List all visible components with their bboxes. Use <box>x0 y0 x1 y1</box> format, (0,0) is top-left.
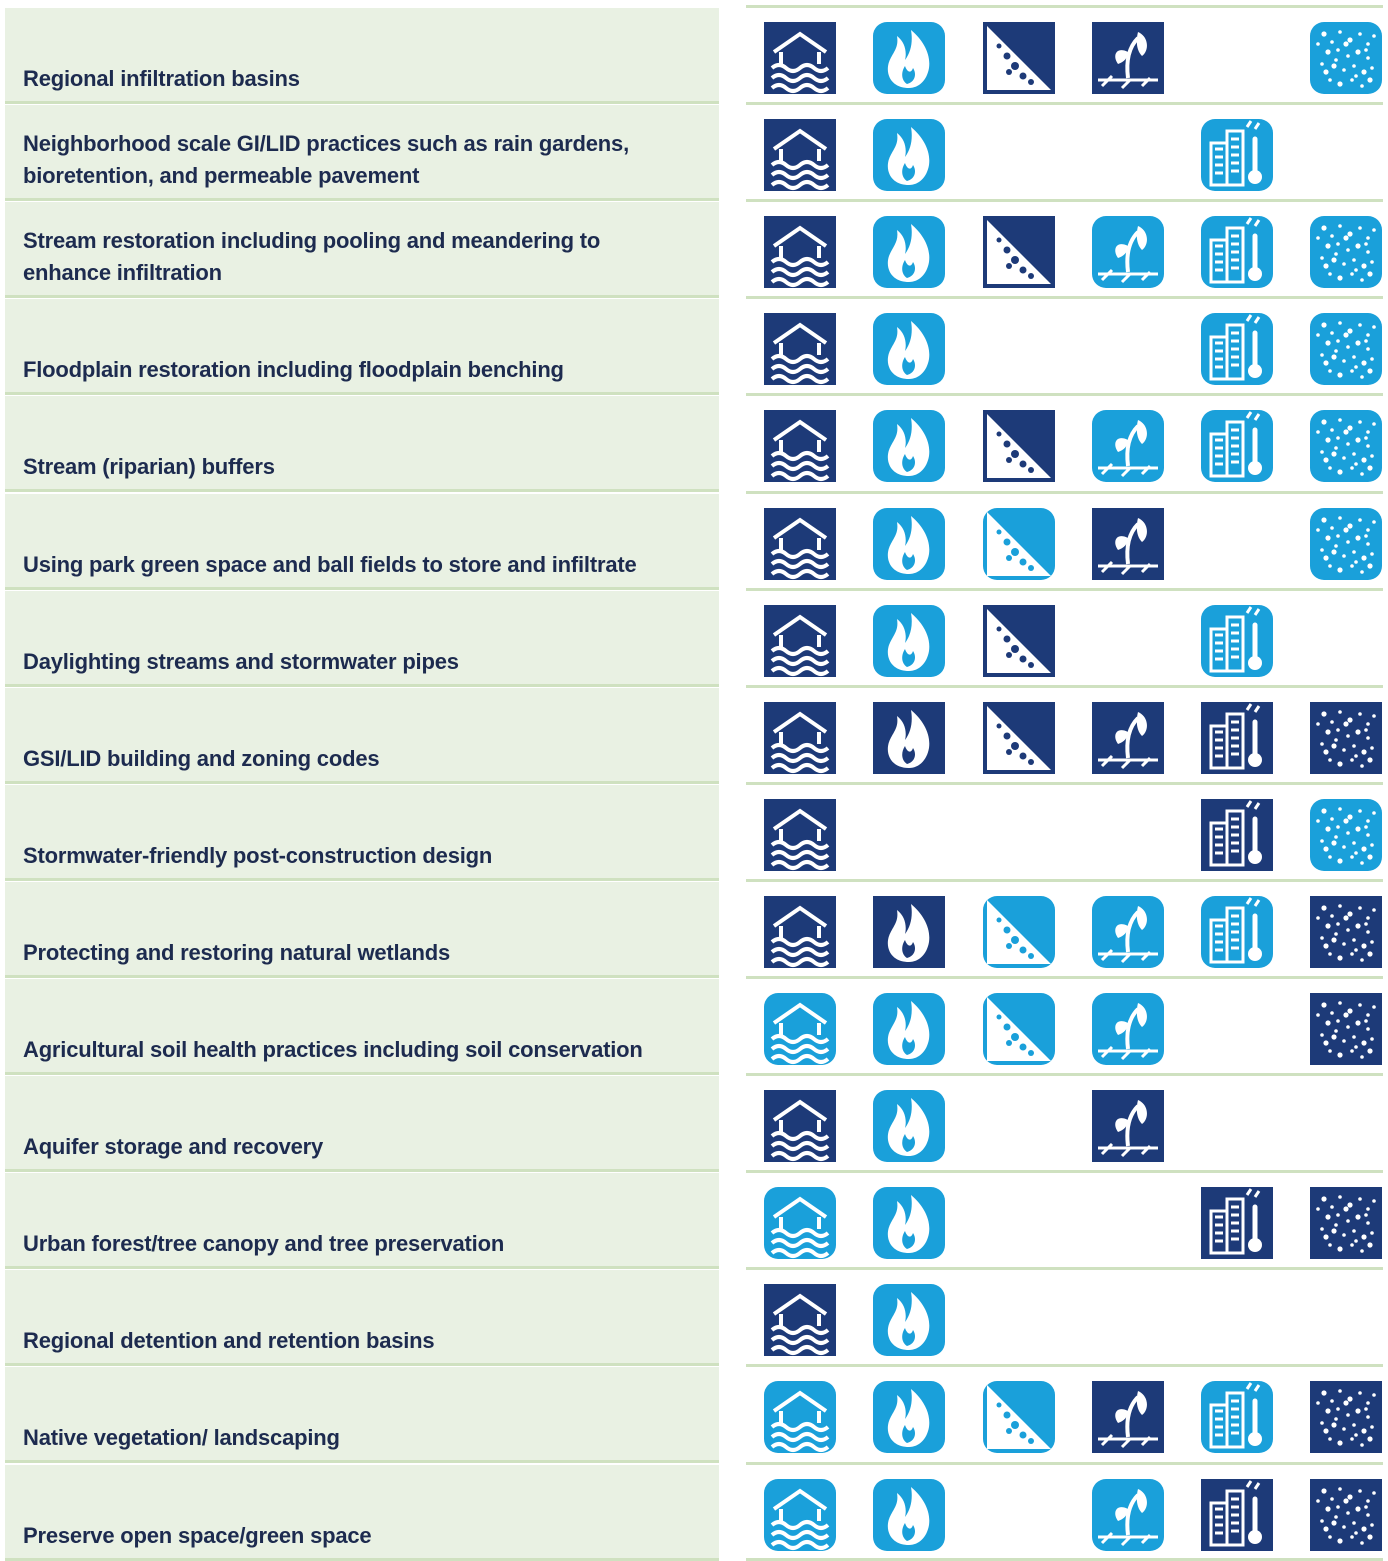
strategy-label: Using park green space and ball fields to store and infiltrate <box>23 551 637 577</box>
strategy-label: Stormwater-friendly post-construction design <box>23 842 493 868</box>
row-divider <box>746 1170 1383 1173</box>
extreme-heat-icon <box>1201 605 1273 677</box>
row-divider <box>746 393 1383 396</box>
wildfire-icon <box>873 1284 945 1356</box>
extreme-heat-icon <box>1201 1479 1273 1551</box>
extreme-heat-icon <box>1201 799 1273 871</box>
flood-icon <box>764 1090 836 1162</box>
strategy-row <box>5 1465 719 1561</box>
wildfire-icon <box>873 993 945 1065</box>
extreme-heat-icon <box>1201 702 1273 774</box>
strategy-label: Daylighting streams and stormwater pipes <box>23 648 459 674</box>
flood-icon <box>764 1381 836 1453</box>
extreme-heat-icon <box>1201 313 1273 385</box>
flood-icon <box>764 799 836 871</box>
drought-icon <box>1092 216 1164 288</box>
wildfire-icon <box>873 605 945 677</box>
wildfire-icon <box>873 313 945 385</box>
landslide-icon <box>983 993 1055 1065</box>
strategy-row <box>5 299 719 395</box>
landslide-icon <box>983 896 1055 968</box>
strategy-row <box>5 105 719 201</box>
row-divider <box>746 782 1383 785</box>
drought-icon <box>1092 410 1164 482</box>
row-divider <box>746 199 1383 202</box>
strategy-label: GSI/LID building and zoning codes <box>23 745 380 771</box>
landslide-icon <box>983 410 1055 482</box>
storm-icon <box>1310 508 1382 580</box>
row-divider <box>746 1364 1383 1367</box>
strategy-row <box>5 202 719 298</box>
row-divider <box>746 296 1383 299</box>
strategy-label: Regional infiltration basins <box>23 66 300 92</box>
strategy-row <box>5 1076 719 1172</box>
row-divider <box>746 879 1383 882</box>
landslide-icon <box>983 605 1055 677</box>
storm-icon <box>1310 313 1382 385</box>
landslide-icon <box>983 1381 1055 1453</box>
storm-icon <box>1310 1479 1382 1551</box>
storm-icon <box>1310 410 1382 482</box>
storm-icon <box>1310 22 1382 94</box>
flood-icon <box>764 119 836 191</box>
storm-icon <box>1310 1187 1382 1259</box>
flood-icon <box>764 896 836 968</box>
drought-icon <box>1092 993 1164 1065</box>
storm-icon <box>1310 799 1382 871</box>
wildfire-icon <box>873 1381 945 1453</box>
strategy-label: Preserve open space/green space <box>23 1522 372 1548</box>
flood-icon <box>764 313 836 385</box>
strategy-label: Native vegetation/ landscaping <box>23 1425 340 1451</box>
landslide-icon <box>983 22 1055 94</box>
extreme-heat-icon <box>1201 1381 1273 1453</box>
drought-icon <box>1092 1479 1164 1551</box>
drought-icon <box>1092 22 1164 94</box>
strategy-row <box>5 494 719 590</box>
wildfire-icon <box>873 1187 945 1259</box>
row-divider <box>746 976 1383 979</box>
wildfire-icon <box>873 410 945 482</box>
row-divider <box>746 588 1383 591</box>
row-divider <box>746 1073 1383 1076</box>
strategy-row <box>5 882 719 978</box>
extreme-heat-icon <box>1201 410 1273 482</box>
wildfire-icon <box>873 896 945 968</box>
row-divider <box>746 1267 1383 1270</box>
landslide-icon <box>983 216 1055 288</box>
row-divider <box>746 685 1383 688</box>
drought-icon <box>1092 896 1164 968</box>
wildfire-icon <box>873 702 945 774</box>
strategy-label: Agricultural soil health practices including soil conservation <box>23 1037 643 1063</box>
flood-icon <box>764 22 836 94</box>
storm-icon <box>1310 216 1382 288</box>
extreme-heat-icon <box>1201 216 1273 288</box>
row-divider <box>746 5 1383 8</box>
flood-icon <box>764 508 836 580</box>
flood-icon <box>764 702 836 774</box>
flood-icon <box>764 216 836 288</box>
storm-icon <box>1310 993 1382 1065</box>
wildfire-icon <box>873 22 945 94</box>
wildfire-icon <box>873 119 945 191</box>
strategy-label: Protecting and restoring natural wetlands <box>23 939 450 965</box>
strategy-row <box>5 396 719 492</box>
strategy-row <box>5 1367 719 1463</box>
extreme-heat-icon <box>1201 119 1273 191</box>
drought-icon <box>1092 1381 1164 1453</box>
storm-icon <box>1310 1381 1382 1453</box>
storm-icon <box>1310 702 1382 774</box>
row-divider <box>746 1462 1383 1465</box>
strategy-row <box>5 979 719 1075</box>
strategy-label: Stream (riparian) buffers <box>23 454 275 480</box>
strategy-row <box>5 688 719 784</box>
flood-icon <box>764 605 836 677</box>
flood-icon <box>764 1479 836 1551</box>
strategy-label: Neighborhood scale GI/LID practices such as rain gardens, bioretention, and permeable pavement <box>23 131 629 189</box>
flood-icon <box>764 993 836 1065</box>
extreme-heat-icon <box>1201 896 1273 968</box>
flood-icon <box>764 1187 836 1259</box>
drought-icon <box>1092 508 1164 580</box>
landslide-icon <box>983 702 1055 774</box>
strategy-label: Urban forest/tree canopy and tree preservation <box>23 1231 505 1257</box>
extreme-heat-icon <box>1201 1187 1273 1259</box>
strategy-label: Regional detention and retention basins <box>23 1328 435 1354</box>
row-divider <box>746 1558 1383 1561</box>
wildfire-icon <box>873 216 945 288</box>
landslide-icon <box>983 508 1055 580</box>
wildfire-icon <box>873 1090 945 1162</box>
flood-icon <box>764 410 836 482</box>
drought-icon <box>1092 1090 1164 1162</box>
strategy-row <box>5 1173 719 1269</box>
row-divider <box>746 491 1383 494</box>
strategy-label: Aquifer storage and recovery <box>23 1134 324 1160</box>
storm-icon <box>1310 896 1382 968</box>
strategy-row <box>5 1270 719 1366</box>
strategy-row <box>5 591 719 687</box>
flood-icon <box>764 1284 836 1356</box>
wildfire-icon <box>873 508 945 580</box>
strategy-label: Stream restoration including pooling and meandering to enhance infiltration <box>23 228 601 286</box>
wildfire-icon <box>873 1479 945 1551</box>
drought-icon <box>1092 702 1164 774</box>
strategy-row <box>5 8 719 104</box>
strategy-label: Floodplain restoration including floodplain benching <box>23 357 564 383</box>
row-divider <box>746 102 1383 105</box>
strategy-row <box>5 785 719 881</box>
